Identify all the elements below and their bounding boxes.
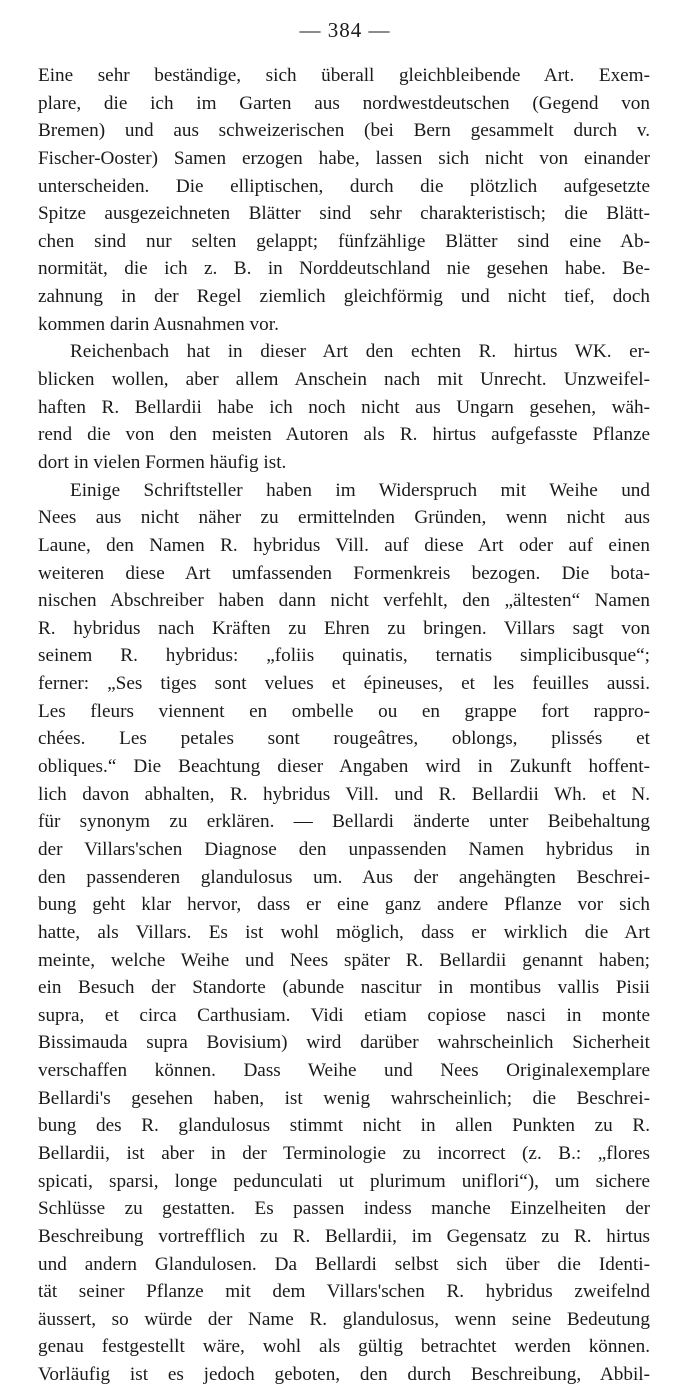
text-line: Bremen) und aus schweizerischen (bei Bern gesammelt durch v. <box>38 120 650 142</box>
text-line: weiteren diese Art umfassenden Formenkreis bezogen. Die bota- <box>38 562 650 584</box>
text-line: kommen darin Ausnahmen vor. <box>38 313 279 335</box>
text-line: Reichenbach hat in dieser Art den echten R. hirtus WK. er- <box>70 341 650 363</box>
text-line: verschaffen können. Dass Weihe und Nees Originalexemplare <box>38 1060 650 1082</box>
text-line: supra, et circa Carthusiam. Vidi etiam copiose nasci in monte <box>38 1004 650 1026</box>
text-line: Les fleurs viennent en ombelle ou en grappe fort rappro- <box>38 700 650 722</box>
text-line: chen sind nur selten gelappt; fünfzählige Blätter sind eine Ab- <box>38 230 650 252</box>
text-line: ferner: „Ses tiges sont velues et épineuses, et les feuilles aussi. <box>38 673 650 695</box>
text-line: Bellardii, ist aber in der Terminologie zu incorrect (z. B.: „flores <box>38 1142 650 1164</box>
text-line: unterscheiden. Die elliptischen, durch die plötzlich aufgesetzte <box>38 175 650 197</box>
text-line: der Villars'schen Diagnose den unpassenden Namen hybridus in <box>38 838 650 860</box>
text-line: hatte, als Villars. Es ist wohl möglich, dass er wirklich die Art <box>38 921 650 943</box>
text-line: blicken wollen, aber allem Anschein nach mit Unrecht. Unzweifel- <box>38 369 650 391</box>
text-line: rend die von den meisten Autoren als R. hirtus aufgefasste Pflanze <box>38 424 650 446</box>
text-line: lich davon abhalten, R. hybridus Vill. und R. Bellardii Wh. et N. <box>38 783 650 805</box>
text-line: Einige Schriftsteller haben im Widerspruch mit Weihe und <box>70 479 650 501</box>
text-line: nischen Abschreiber haben dann nicht verfehlt, den „ältesten“ Namen <box>38 590 650 612</box>
text-line: Bissimauda supra Bovisium) wird darüber wahrscheinlich Sicherheit <box>38 1032 650 1054</box>
text-line: bung des R. glandulosus stimmt nicht in allen Punkten zu R. <box>38 1115 650 1137</box>
text-line: Vorläufig ist es jedoch geboten, den durch Beschreibung, Abbil- <box>38 1364 650 1386</box>
text-line: ein Besuch der Standorte (abunde nascitur in montibus vallis Pisii <box>38 977 650 999</box>
text-line: und andern Glandulosen. Da Bellardi selbst sich über die Identi- <box>38 1253 650 1275</box>
text-line: zahnung in der Regel ziemlich gleichförmig und nicht tief, doch <box>38 286 650 308</box>
text-line: Beschreibung vortrefflich zu R. Bellardii, im Gegensatz zu R. hirtus <box>38 1225 650 1247</box>
text-line: R. hybridus nach Kräften zu Ehren zu bringen. Villars sagt von <box>38 617 650 639</box>
text-line: normität, die ich z. B. in Norddeutschland nie gesehen habe. Be- <box>38 258 650 280</box>
text-line: bung geht klar hervor, dass er eine ganz andere Pflanze vor sich <box>38 894 650 916</box>
text-line: für synonym zu erklären. — Bellardi änderte unter Beibehaltung <box>38 811 650 833</box>
text-line: Fischer-Ooster) Samen erzogen habe, lassen sich nicht von einander <box>38 147 650 169</box>
text-line: Laune, den Namen R. hybridus Vill. auf diese Art oder auf einen <box>38 534 650 556</box>
text-line: den passenderen glandulosus um. Aus der angehängten Beschrei- <box>38 866 650 888</box>
text-line: Nees aus nicht näher zu ermittelnden Gründen, wenn nicht aus <box>38 507 650 529</box>
text-line: Bellardi's gesehen haben, ist wenig wahrscheinlich; die Beschrei- <box>38 1087 650 1109</box>
text-line: äussert, so würde der Name R. glandulosus, wenn seine Bedeutung <box>38 1308 650 1330</box>
text-line: Spitze ausgezeichneten Blätter sind sehr charakteristisch; die Blätt- <box>38 203 650 225</box>
text-line: seinem R. hybridus: „foliis quinatis, ternatis simplicibusque“; <box>38 645 650 667</box>
body-text <box>38 62 650 1389</box>
text-line: Schlüsse zu gestatten. Es passen indess manche Einzelheiten der <box>38 1198 650 1220</box>
text-line: plare, die ich im Garten aus nordwestdeutschen (Gegend von <box>38 92 650 114</box>
text-line: meinte, welche Weihe und Nees später R. Bellardii genannt haben; <box>38 949 650 971</box>
text-line: tät seiner Pflanze mit dem Villars'schen R. hybridus zweifelnd <box>38 1281 650 1303</box>
text-line: chées. Les petales sont rougeâtres, oblongs, plissés et <box>38 728 650 750</box>
text-line: haften R. Bellardii habe ich noch nicht aus Ungarn gesehen, wäh- <box>38 396 650 418</box>
text-line: dort in vielen Formen häufig ist. <box>38 451 287 473</box>
page-number: — 384 — <box>299 18 391 42</box>
text-line: Eine sehr beständige, sich überall gleichbleibende Art. Exem- <box>38 65 650 86</box>
text-line: genau festgestellt wäre, wohl als gültig betrachtet werden können. <box>38 1336 650 1358</box>
text-line: obliques.“ Die Beachtung dieser Angaben wird in Zukunft hoffent- <box>38 756 650 778</box>
text-line: spicati, sparsi, longe pedunculati ut plurimum uniflori“), um sichere <box>38 1170 650 1192</box>
